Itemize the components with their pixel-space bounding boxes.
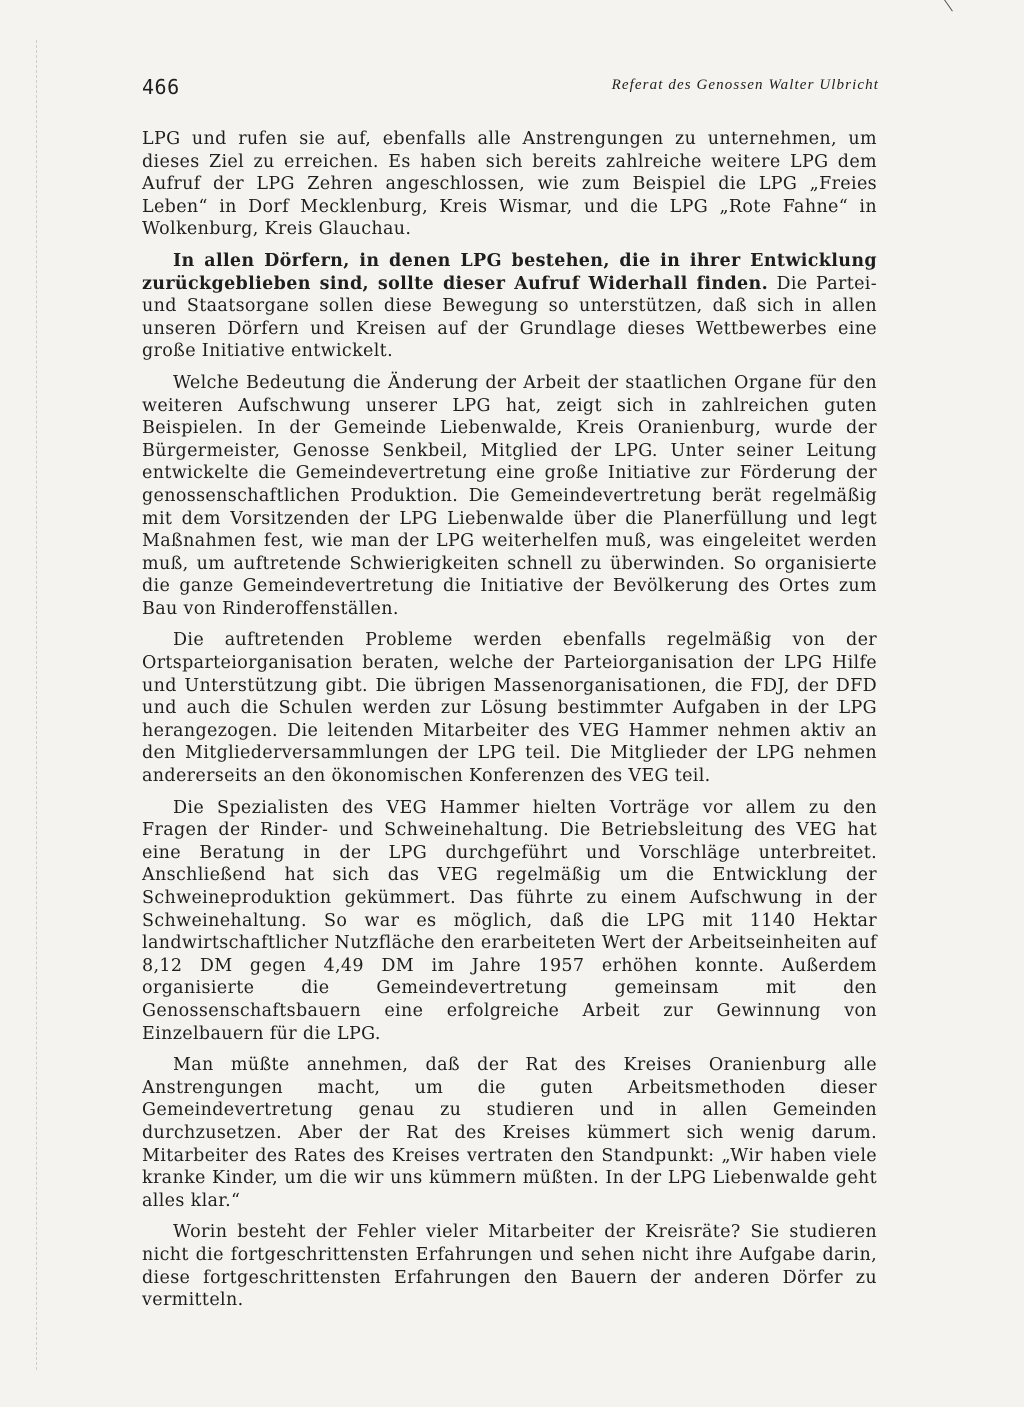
paragraph-4 <box>142 629 877 787</box>
paragraph-text: Man müßte annehmen, daß der Rat des Kreises Oranienburg alle Anstrengungen macht, um die guten Arbeitsmethoden dieser Gemeindevertretung genau zu studieren und in allen Gemeinden durchzusetzen. Aber der Rat des Kreises kümmert sich wenig darum. Mitarbeiter des Rates des Kreises vertraten den Standpunkt: „Wir haben viele kranke Kinder, um die wir uns kümmern müßten. In der LPG Liebenwalde geht alles klar.“ <box>142 1055 877 1211</box>
paragraph-bold-lead: In allen Dörfern, in denen LPG bestehen, die in ihrer Entwicklung zurückgeblieben sind, sollte dieser Aufruf Widerhall finden. <box>142 250 877 294</box>
paragraph-2 <box>142 250 877 363</box>
margin-mark <box>944 0 964 11</box>
paragraph-6 <box>142 1054 877 1212</box>
page-header <box>142 75 879 99</box>
paragraph-text: Worin besteht der Fehler vieler Mitarbeiter der Kreisräte? Sie studieren nicht die fortgeschrittensten Erfahrungen und sehen nicht ihre Aufgabe darin, diese fortgeschrittensten Erfahrungen den Bauern der anderen Dörfer zu vermitteln. <box>142 1222 877 1311</box>
paragraph-text: Die Partei- und Staatsorgane sollen diese Bewegung so unterstützen, daß sich in allen unseren Dörfern und Kreisen auf der Grundlage dieses Wettbewerbes eine große Initiative entwickelt. <box>142 273 878 362</box>
paragraph-7 <box>142 1221 877 1311</box>
paragraph-text: Welche Bedeutung die Änderung der Arbeit der staatlichen Organe für den weiteren Aufschwung unserer LPG hat, zeigt sich in zahlreichen guten Beispielen. In der Gemeinde Liebenwalde, Kreis Oranienburg, wurde der Bürgermeister, Genosse Senkbeil, Mitglied der LPG. Unter seiner Leitung entwickelte die Gemeindevertretung eine große Initiative zur Förderung der genossenschaftlichen Produktion. Die Gemeindevertretung berät regelmäßig mit dem Vorsitzenden der LPG Liebenwalde über die Planerfüllung und legt Maßnahmen fest, wie man der LPG weiterhelfen muß, was eingeleitet werden muß, um auftretende Schwierigkeiten schnell zu überwinden. So organisierte die ganze Gemeindevertretung die Initiative der Bevölkerung des Ortes zum Bau von Rinderoffenställen. <box>142 372 877 619</box>
paragraph-1 <box>142 128 877 241</box>
page-number: 466 <box>142 75 180 99</box>
paragraph-text: LPG und rufen sie auf, ebenfalls alle Anstrengungen zu unternehmen, um dieses Ziel zu erreichen. Es haben sich bereits zahlreiche weitere LPG dem Aufruf der LPG Zehren angeschlossen, wie zum Beispiel die LPG „Freies Leben“ in Dorf Mecklenburg, Kreis Wismar, und die LPG „Rote Fahne“ in Wolkenburg, Kreis Glauchau. <box>142 129 877 240</box>
scan-edge-line <box>36 40 37 1370</box>
paragraph-text: Die Spezialisten des VEG Hammer hielten Vorträge vor allem zu den Fragen der Rinder- und Schweinehaltung. Die Betriebsleitung des VEG hat eine Beratung in der LPG durchgeführt und Vorschläge unterbreitet. Anschließend hat sich das VEG regelmäßig um die Entwicklung der Schweineproduktion gekümmert. Das führte zu einem Aufschwung in der Schweinehaltung. So war es möglich, daß die LPG mit 1140 Hektar landwirtschaftlicher Nutzfläche den erarbeiteten Wert der Arbeitseinheiten auf 8,12 DM gegen 4,49 DM im Jahre 1957 erhöhen konnte. Außerdem organisierte die Gemeindevertretung gemeinsam mit den Genossenschaftsbauern eine erfolgreiche Arbeit zur Gewinnung von Einzelbauern für die LPG. <box>142 797 877 1044</box>
running-title: Referat des Genossen Walter Ulbricht <box>611 77 879 93</box>
paragraph-3 <box>142 372 877 621</box>
paragraph-text: Die auftretenden Probleme werden ebenfalls regelmäßig von der Ortsparteiorganisation beraten, welche der Parteiorganisation der LPG Hilfe und Unterstützung gibt. Die übrigen Massenorganisationen, die FDJ, der DFD und auch die Schulen werden zur Lösung bestimmter Aufgaben in der LPG herangezogen. Die leitenden Mitarbeiter des VEG Hammer nehmen aktiv an den Mitgliederversammlungen der LPG teil. Die Mitglieder der LPG nehmen andererseits an den ökonomischen Konferenzen des VEG teil. <box>142 630 877 787</box>
body-text <box>142 128 877 1321</box>
paragraph-5 <box>142 797 877 1046</box>
